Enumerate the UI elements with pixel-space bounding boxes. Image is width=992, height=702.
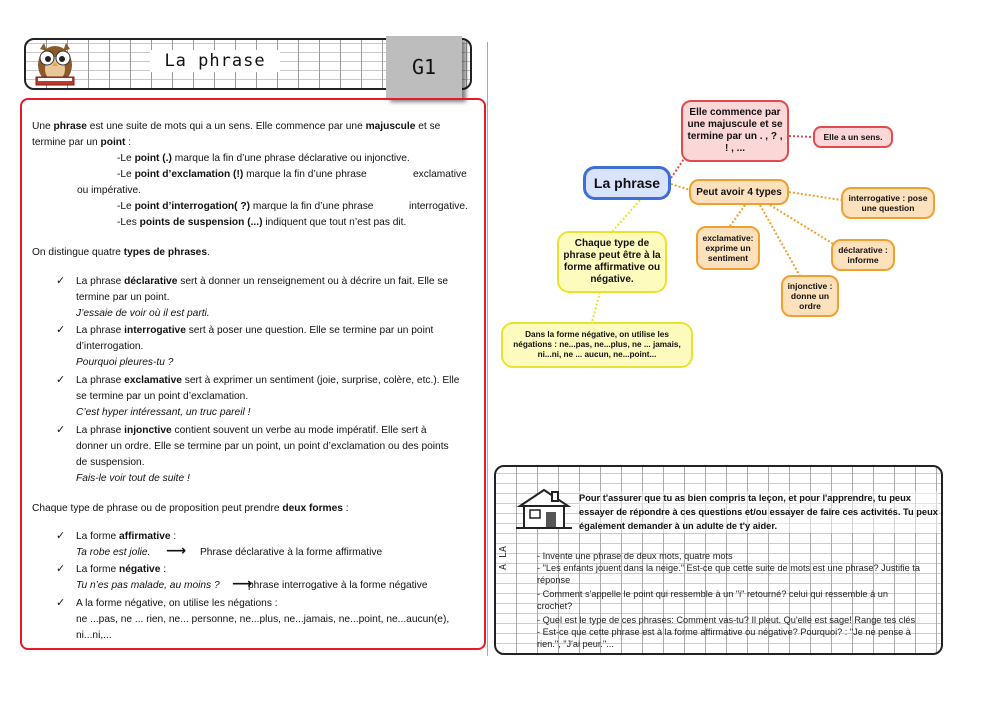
form-negative-example: Tu n’es pas malade, au moins ? bbox=[76, 580, 220, 591]
type-exclamative-line-1: La phrase exclamative sert à exprimer un sentiment (joie, surprise, colère, etc.). Elle bbox=[76, 375, 460, 386]
type-injonctive-line-2: donner un ordre. Elle se termine par un point, un point d’exclamation ou des points bbox=[76, 441, 449, 452]
arrow-right-icon: ⟶ bbox=[232, 575, 253, 591]
mindmap-node-declarative: déclarative : informe bbox=[831, 239, 895, 271]
exercise-question-line: rien.", "J'ai peur."... bbox=[537, 639, 614, 649]
types-intro: On distingue quatre types de phrases. bbox=[32, 247, 210, 258]
form-affirmative-result: Phrase déclarative à la forme affirmative bbox=[200, 547, 383, 558]
check-icon: ✓ bbox=[56, 530, 66, 542]
form-negative-result: phrase interrogative à la forme négative bbox=[248, 580, 428, 591]
exercise-question-line: - Invente une phrase de deux mots, quatre mots bbox=[537, 551, 733, 561]
type-declarative-line-2: termine par un point. bbox=[76, 292, 170, 303]
type-injonctive-line-1: La phrase injonctive contient souvent un verbe au mode impératif. Elle sert à bbox=[76, 425, 427, 436]
form-affirmative-label: La forme affirmative : bbox=[76, 531, 177, 542]
house-icon bbox=[516, 486, 572, 530]
exercise-question-line: crochet? bbox=[537, 601, 573, 611]
type-declarative-example: J’essaie de voir où il est parti. bbox=[76, 308, 210, 319]
type-injonctive-example: Fais-le voir tout de suite ! bbox=[76, 473, 190, 484]
page-title: La phrase bbox=[150, 50, 280, 72]
type-interrogative-line-1: La phrase interrogative sert à poser une question. Elle se termine par un point bbox=[76, 325, 434, 336]
mindmap-node-interrogative: interrogative : pose une question bbox=[841, 187, 935, 219]
check-icon: ✓ bbox=[56, 597, 66, 609]
type-exclamative-example: C’est hyper intéressant, un truc pareil ! bbox=[76, 407, 251, 418]
negations-list-line-2: ni...ni,... bbox=[76, 630, 112, 641]
punctuation-suspension: -Les points de suspension (...) indiquent que tout n’est pas dit. bbox=[117, 217, 407, 228]
mindmap-node-four-types: Peut avoir 4 types bbox=[689, 179, 789, 205]
form-affirmative-example: Ta robe est jolie. bbox=[76, 547, 151, 558]
mindmap-node-has-meaning: Elle a un sens. bbox=[813, 126, 893, 148]
type-interrogative-example: Pourquoi pleures-tu ? bbox=[76, 357, 174, 368]
check-icon: ✓ bbox=[56, 324, 66, 336]
mindmap-node-capital-period: Elle commence par une majuscule et se termine par un . , ? , ! , ... bbox=[681, 100, 789, 162]
check-icon: ✓ bbox=[56, 275, 66, 287]
arrow-right-icon: ⟶ bbox=[166, 542, 187, 558]
punctuation-point: -Le point (.) marque la fin d’une phrase déclarative ou injonctive. bbox=[117, 153, 410, 164]
exercise-question-line: - Quel est le type de ces phrases: Comment vas-tu? Il pleut. Qu'elle est sage! Range tes clés bbox=[537, 615, 916, 625]
lesson-code-badge: G1 bbox=[386, 36, 462, 98]
check-icon: ✓ bbox=[56, 374, 66, 386]
check-icon: ✓ bbox=[56, 563, 66, 575]
mindmap-node-two-forms: Chaque type de phrase peut être à la forme affirmative ou négative. bbox=[557, 231, 667, 293]
mindmap-node-exclamative: exclamative: exprime un sentiment bbox=[696, 226, 760, 270]
exercise-question-line: - Est-ce que cette phrase est à la forme affirmative ou négative? Pourquoi? : "Je ne pense à bbox=[537, 627, 911, 637]
punctuation-exclamation-cont: ou impérative. bbox=[77, 185, 141, 196]
type-injonctive-line-3: de suspension. bbox=[76, 457, 145, 468]
form-negative-label: La forme négative : bbox=[76, 564, 167, 575]
punctuation-exclamation-tail: exclamative bbox=[413, 169, 467, 180]
exercise-question-line: - Comment s'appelle le point qui ressemble à un "i" retourné? celui qui ressemble à un bbox=[537, 589, 888, 599]
exercise-question-line: réponse bbox=[537, 575, 571, 585]
mindmap-node-negations: Dans la forme négative, on utilise les négations : ne...pas, ne...plus, ne ... jamais, ni...ni, ne ... aucun, ne...point... bbox=[501, 322, 693, 368]
type-exclamative-line-2: se termine par un point d’exclamation. bbox=[76, 391, 249, 402]
type-interrogative-line-2: d’interrogation. bbox=[76, 341, 144, 352]
mindmap-node-injonctive: injonctive : donne un ordre bbox=[781, 275, 839, 317]
punctuation-interrogation-tail: interrogative. bbox=[409, 201, 468, 212]
exercise-side-label: A LA bbox=[498, 545, 509, 570]
negations-intro: A la forme négative, on utilise les négations : bbox=[76, 598, 278, 609]
intro-line-1: Une phrase est une suite de mots qui a un sens. Elle commence par une majuscule et se bbox=[32, 121, 441, 132]
exercise-intro: Pour t'assurer que tu as bien compris ta leçon, et pour l'apprendre, tu peux essayer de répondre à ces questions et/ou essayer de faire ces activités. Tu peux également demander à un adulte de t'y aider. bbox=[579, 493, 938, 531]
forms-intro: Chaque type de phrase ou de proposition peut prendre deux formes : bbox=[32, 503, 349, 514]
punctuation-exclamation: -Le point d’exclamation (!) marque la fin d’une phrase bbox=[117, 169, 367, 180]
type-declarative-line-1: La phrase déclarative sert à donner un renseignement ou à décrire un fait. Elle se bbox=[76, 276, 449, 287]
check-icon: ✓ bbox=[56, 424, 66, 436]
exercise-question-line: - "Les enfants jouent dans la neige." Est-ce que cette suite de mots est une phrase? Justifie ta bbox=[537, 563, 920, 573]
negations-list-line-1: ne ...pas, ne ... rien, ne... personne, ne...plus, ne...jamais, ne...point, ne...aucun(e), bbox=[76, 614, 450, 625]
punctuation-interrogation: -Le point d’interrogation( ?) marque la fin d’une phrase bbox=[117, 201, 374, 212]
mindmap-center-node: La phrase bbox=[583, 166, 671, 200]
intro-line-2: termine par un point : bbox=[32, 137, 132, 148]
